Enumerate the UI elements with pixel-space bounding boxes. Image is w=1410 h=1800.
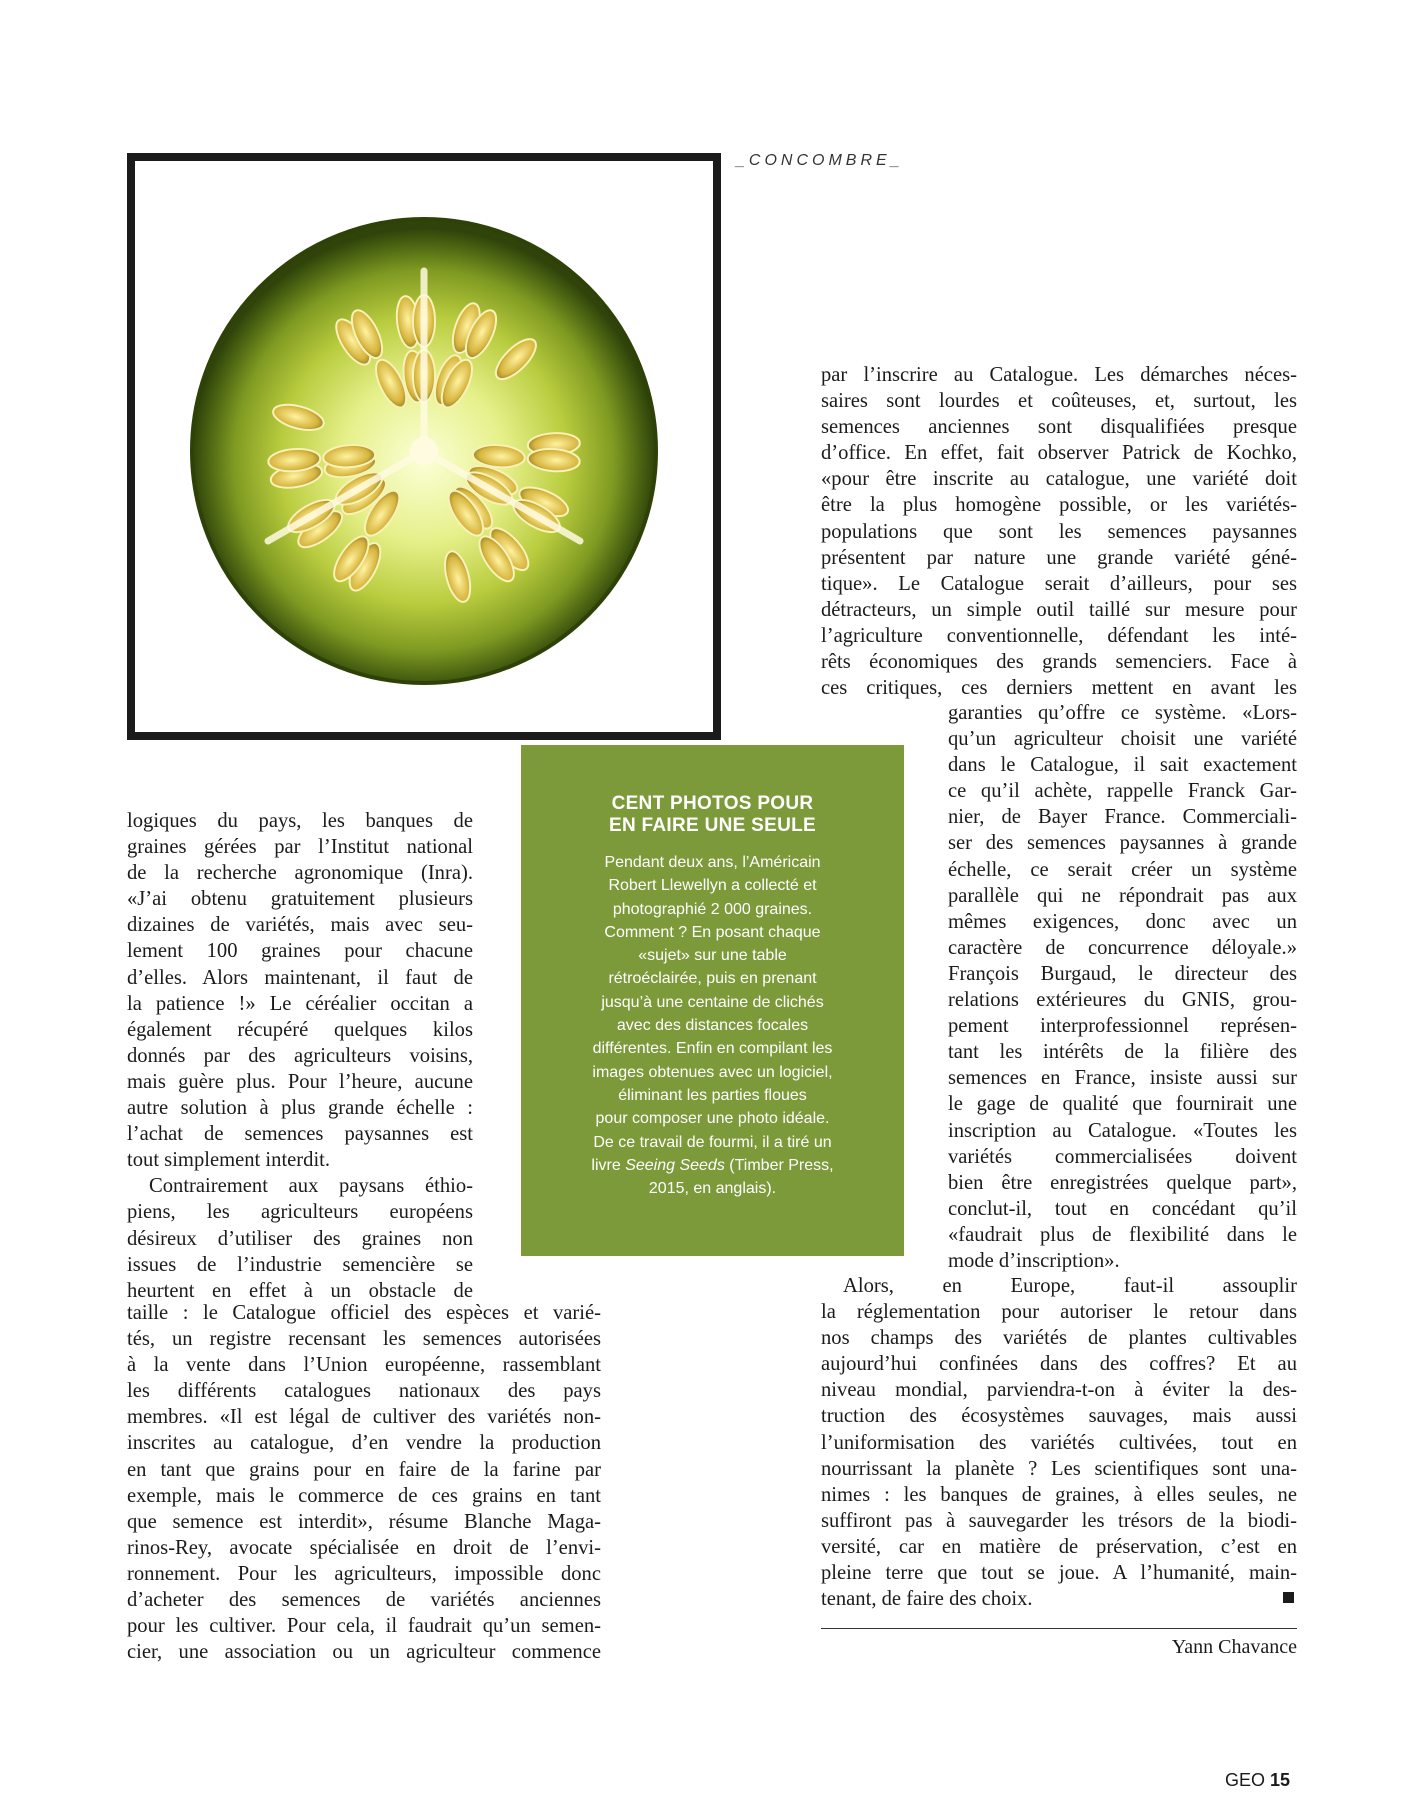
text-line: parallèle qui ne répondrait pas aux (948, 884, 1297, 907)
text-line: aujourd’hui confinées dans des coffres? Et au (821, 1353, 1297, 1376)
book-title: Seeing Seeds (625, 1156, 725, 1174)
sidebar-text-line: photographié 2 000 graines. (612, 900, 813, 918)
article-column-left-bottom (127, 1300, 601, 1665)
sidebar-text-line: Comment ? En posant chaque (604, 923, 821, 941)
magazine-name: GEO (1225, 1770, 1266, 1790)
text-line: être la plus homogène possible, or les variétés- (821, 494, 1297, 517)
text-line: bien être enregistrées quelque part», (948, 1171, 1297, 1194)
text-line: ce qu’il achète, rappelle Franck Gar- (948, 780, 1297, 803)
page-footer (1225, 1770, 1290, 1791)
text-line: nier, de Bayer France. Commerciali- (948, 806, 1297, 829)
text-line: cier, une association ou un agriculteur commence (127, 1641, 601, 1664)
text-line: également récupéré quelques kilos (127, 1018, 473, 1041)
text-line: caractère de concurrence déloyale.» (948, 936, 1297, 959)
cucumber-slice-illustration (135, 161, 713, 732)
text-line: pour les cultiver. Pour cela, il faudrait qu’un semen- (127, 1615, 601, 1638)
sidebar-text-line: rétroéclairée, puis en prenant (608, 970, 817, 988)
text-line: conclut-il, tout en concédant qu’il (948, 1197, 1297, 1220)
text-line: d’office. En effet, fait observer Patrick de Kochko, (821, 442, 1297, 465)
text-line: nourrissant la planète ? Les scientifiques sont una- (821, 1457, 1297, 1480)
text-line: nos champs des variétés de plantes cultivables (821, 1327, 1297, 1350)
text-line: pement interprofessionnel représen- (948, 1015, 1297, 1038)
text-line: ronnement. Pour les agriculteurs, impossible donc (127, 1562, 601, 1585)
photo-caption-label: _CONCOMBRE_ (736, 152, 904, 169)
text-line: semences anciennes sont disqualifiées presque (821, 416, 1297, 439)
text-line: tenant, de faire des choix. (821, 1588, 1033, 1611)
article-column-right-bottom (821, 1273, 1297, 1612)
text-line: le gage de qualité que fournirait une (948, 1093, 1297, 1116)
text-line: l’agriculture conventionnelle, défendant les inté- (821, 624, 1297, 647)
author-signature: Yann Chavance (1171, 1636, 1297, 1658)
text-line: en tant que grains pour en faire de la farine par (127, 1458, 601, 1481)
sidebar-book-line: livre Seeing Seeds (Timber Press, (591, 1156, 834, 1174)
text-line: mais guère plus. Pour l’heure, aucune (127, 1070, 473, 1093)
text-line: ces critiques, ces derniers mettent en avant les (821, 677, 1297, 700)
text-line: dizaines de variétés, mais avec seu- (127, 914, 473, 937)
text-line: mêmes exigences, donc avec un (948, 910, 1297, 933)
sidebar-text-line: De ce travail de fourmi, il a tiré un (593, 1133, 832, 1151)
text-line: mode d’inscription». (948, 1249, 1120, 1272)
sidebar-text-line: avec des distances focales (616, 1017, 809, 1035)
text-line: lement 100 graines pour chacune (127, 940, 473, 963)
sidebar-text-line: Pendant deux ans, l’Américain (604, 854, 821, 871)
text-line: rêts économiques des grands semenciers. Face à (821, 651, 1297, 674)
text-line: tique». Le Catalogue serait d’ailleurs, pour ses (821, 572, 1297, 595)
text-line: pleine terre que tout se joue. A l’humanité, main- (821, 1562, 1297, 1585)
text-line: rinos-Rey, avocate spécialisée en droit de l’envi- (127, 1536, 601, 1559)
text-line: populations que sont les semences paysannes (821, 520, 1297, 543)
text-line: échelle, ce serait créer un système (948, 858, 1297, 881)
text-line: inscription au Catalogue. «Toutes les (948, 1119, 1297, 1142)
text-line: donnés par des agriculteurs voisins, (127, 1044, 473, 1067)
text-line: dans le Catalogue, il sait exactement (948, 754, 1297, 777)
text-line: par l’inscrire au Catalogue. Les démarches néces- (821, 364, 1297, 386)
text-line: garanties qu’offre ce système. «Lors- (948, 702, 1297, 724)
text-line: saires sont lourdes et coûteuses, et, surtout, les (821, 390, 1297, 413)
sidebar-text-line: Robert Llewellyn a collecté et (608, 877, 817, 895)
text-line: autre solution à plus grande échelle : (127, 1097, 473, 1120)
text-line: nimes : les banques de graines, à elles seules, ne (821, 1483, 1297, 1506)
sidebar-title (541, 793, 884, 837)
text-line: d’elles. Alors maintenant, il faut de (127, 966, 473, 989)
text-line: François Burgaud, le directeur des (948, 962, 1297, 985)
text-line: variétés commercialisées doivent (948, 1145, 1297, 1168)
text-line: niveau mondial, parviendra-t-on à éviter la des- (821, 1379, 1297, 1402)
text-line: qu’un agriculteur choisit une variété (948, 728, 1297, 751)
article-column-right-top (821, 362, 1297, 701)
text-line: membres. «Il est légal de cultiver des variétés non- (127, 1406, 601, 1429)
text-line: semences en France, insiste aussi sur (948, 1067, 1297, 1090)
text-line: graines gérées par l’Institut national (127, 836, 473, 859)
text-line: d’acheter des semences de variétés anciennes (127, 1589, 601, 1612)
text-line: taille : le Catalogue officiel des espèces et varié- (127, 1302, 601, 1324)
text-line: les différents catalogues nationaux des pays (127, 1380, 601, 1403)
text-line: inscrites au catalogue, d’en vendre la production (127, 1432, 601, 1455)
text-line: tés, un registre recensant les semences autorisées (127, 1328, 601, 1351)
article-column-left-top (127, 808, 473, 1304)
signature-divider (821, 1628, 1297, 1629)
sidebar-text-line: éliminant les parties floues (618, 1086, 807, 1104)
sidebar-text-line: différentes. Enfin en compilant les (592, 1040, 833, 1058)
sidebar-text-line: jusqu’à une centaine de clichés (601, 993, 824, 1011)
sidebar-title-line1: CENT PHOTOS POUR (611, 793, 814, 814)
end-of-article-square-icon (1283, 1592, 1294, 1603)
text-line: «J’ai obtenu gratuitement plusieurs (127, 888, 473, 911)
text-line: détracteurs, un simple outil taillé sur mesure pour (821, 598, 1297, 621)
text-line: l’achat de semences paysannes est (127, 1123, 473, 1146)
text-line: issues de l’industrie semencière se (127, 1253, 473, 1276)
text-line: l’uniformisation des variétés cultivées, tout en (821, 1431, 1297, 1454)
text-line: de la recherche agronomique (Inra). (127, 862, 473, 885)
text-line: tant les intérêts de la filière des (948, 1041, 1297, 1064)
text-line: «faudrait plus de flexibilité dans le (948, 1223, 1297, 1246)
text-line: versité, car en matière de préservation, c’est en (821, 1535, 1297, 1558)
sidebar-last-line: 2015, en anglais). (648, 1180, 777, 1198)
text-line: présentent par nature une grande variété géné- (821, 546, 1297, 569)
text-line: piens, les agriculteurs européens (127, 1201, 473, 1224)
text-line: heurtent en effet à un obstacle de (127, 1279, 473, 1302)
text-line: «pour être inscrite au catalogue, une variété doit (821, 468, 1297, 491)
article-column-right-middle (948, 700, 1297, 1274)
text-line: logiques du pays, les banques de (127, 810, 473, 832)
sidebar-body (541, 851, 884, 1200)
text-line: que semence est interdit», résume Blanche Maga- (127, 1510, 601, 1533)
page-number: 15 (1270, 1770, 1291, 1790)
text-line: exemple, mais le commerce de ces grains en tant (127, 1484, 601, 1507)
text-line: tout simplement interdit. (127, 1149, 331, 1172)
text-line: à la vente dans l’Union européenne, rassemblant (127, 1354, 601, 1377)
text-line: Alors, en Europe, faut-il assouplir (843, 1275, 1297, 1297)
text-line: Contrairement aux paysans éthio- (149, 1175, 473, 1198)
sidebar-box (521, 745, 904, 1256)
sidebar-text-line: images obtenues avec un logiciel, (592, 1063, 833, 1081)
sidebar-title-line2: EN FAIRE UNE SEULE (608, 815, 817, 836)
text-line: la réglementation pour autoriser le retour dans (821, 1301, 1297, 1324)
text-line: ser des semences paysannes à grande (948, 832, 1297, 855)
cucumber-photo (127, 153, 721, 740)
sidebar-text-line: «sujet» sur une table (638, 947, 787, 965)
text-line: relations extérieures du GNIS, grou- (948, 989, 1297, 1012)
text-line: truction des écosystèmes sauvages, mais aussi (821, 1405, 1297, 1428)
text-line: suffiront pas à sauvegarder les trésors de la biodi- (821, 1509, 1297, 1532)
text-line: désireux d’utiliser des graines non (127, 1227, 473, 1250)
text-line: la patience !» Le céréalier occitan a (127, 992, 473, 1015)
sidebar-text-line: pour composer une photo idéale. (595, 1110, 830, 1128)
